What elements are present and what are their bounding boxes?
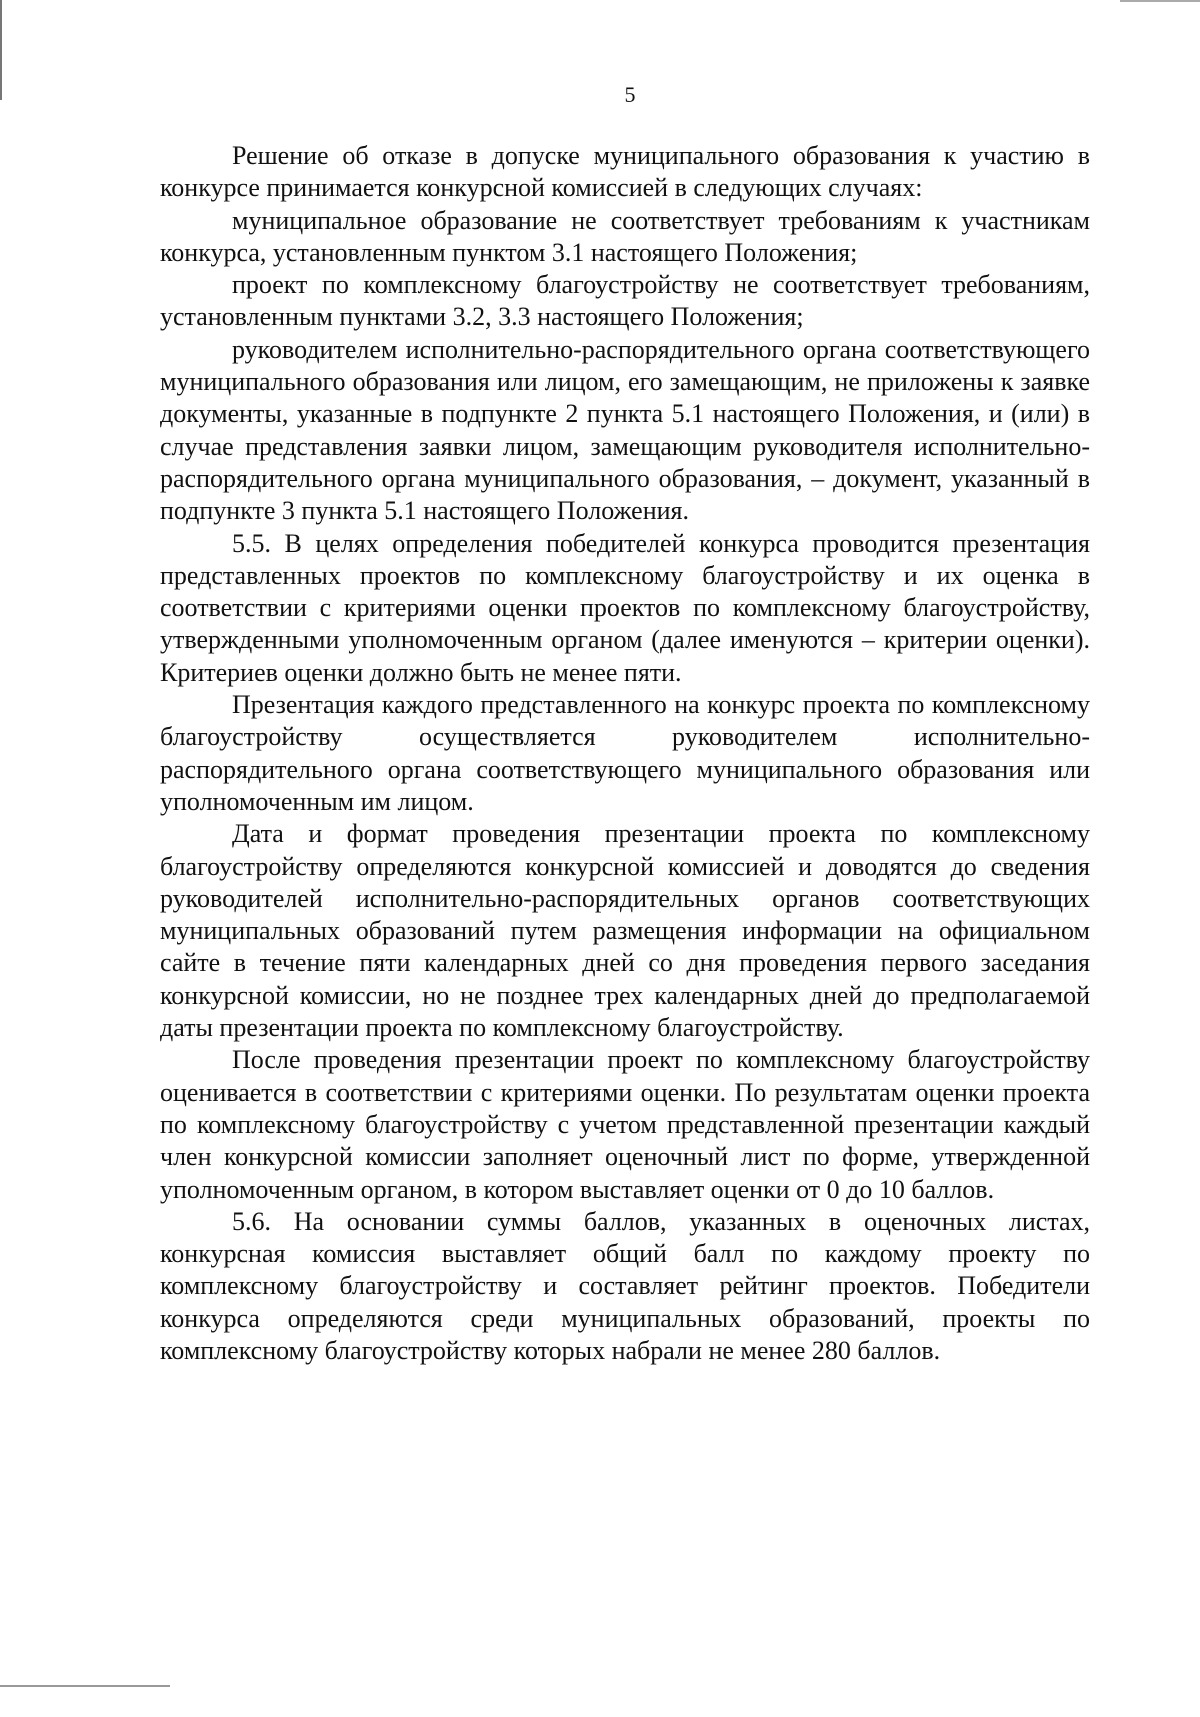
scan-edge-right [1120,0,1200,2]
page-number: 5 [624,82,636,107]
paragraph-evaluation: После проведения презентации проект по комплексному благоустройству оценивается в соответствии с критериями оценки. По результатам оценки проекта по комплексному благоустройству с учетом представленной презентации каждый член конкурсной комиссии заполняет оценочный лист по форме, утвержденной уполномоченным органом, в котором выставляет оценки от 0 до 10 баллов. [160,1045,1090,1204]
paragraph-refusal-case-3: руководителем исполнительно-распорядительного органа соответствующего муниципального образования или лицом, его замещающим, не приложены к заявке документы, указанные в подпункте 2 пункта 5.1 настоящего Положения, и (или) в случае представления заявки лицом, замещающим руководителя исполнительно-распорядительного органа муниципального образования, – документ, указанный в подпункте 3 пункта 5.1 настоящего Положения. [160,334,1090,526]
paragraph-refusal-case-2: проект по комплексному благоустройству не соответствует требованиям, установленным пунктами 3.2, 3.3 настоящего Положения; [160,270,1090,332]
paragraph-presentation: Презентация каждого представленного на конкурс проекта по комплексному благоустройству осуществляется руководителем исполнительно-распорядительного органа соответствующего муниципального образования или уполномоченным им лицом. [160,690,1090,816]
scan-edge-bottom [0,1685,170,1687]
paragraph-5-6: 5.6. На основании суммы баллов, указанных в оценочных листах, конкурсная комиссия выставляет общий балл по каждому проекту по комплексному благоустройству и составляет рейтинг проектов. Победители конкурса определяются среди муниципальных образований, проекты по комплексному благоустройству которых набрали не менее 280 баллов. [160,1206,1090,1365]
document-body [160,140,1090,1367]
paragraph-5-5: 5.5. В целях определения победителей конкурса проводится презентация представленных проектов по комплексному благоустройству и их оценка в соответствии с критериями оценки проектов по комплексному благоустройству, утвержденными уполномоченным органом (далее именуются – критерии оценки). Критериев оценки должно быть не менее пяти. [160,528,1090,687]
paragraph-refusal-intro: Решение об отказе в допуске муниципального образования к участию в конкурсе принимается конкурсной комиссией в следующих случаях: [160,141,1090,203]
paragraph-presentation-date: Дата и формат проведения презентации проекта по комплексному благоустройству определяются конкурсной комиссией и доводятся до сведения руководителей исполнительно-распорядительных органов соответствующих муниципальных образований путем размещения информации на официальном сайте в течение пяти календарных дней со дня проведения первого заседания конкурсной комиссии, но не позднее трех календарных дней до предполагаемой даты презентации проекта по комплексному благоустройству. [160,819,1090,1043]
paragraph-refusal-case-1: муниципальное образование не соответствует требованиям к участникам конкурса, установленным пунктом 3.1 настоящего Положения; [160,205,1090,267]
